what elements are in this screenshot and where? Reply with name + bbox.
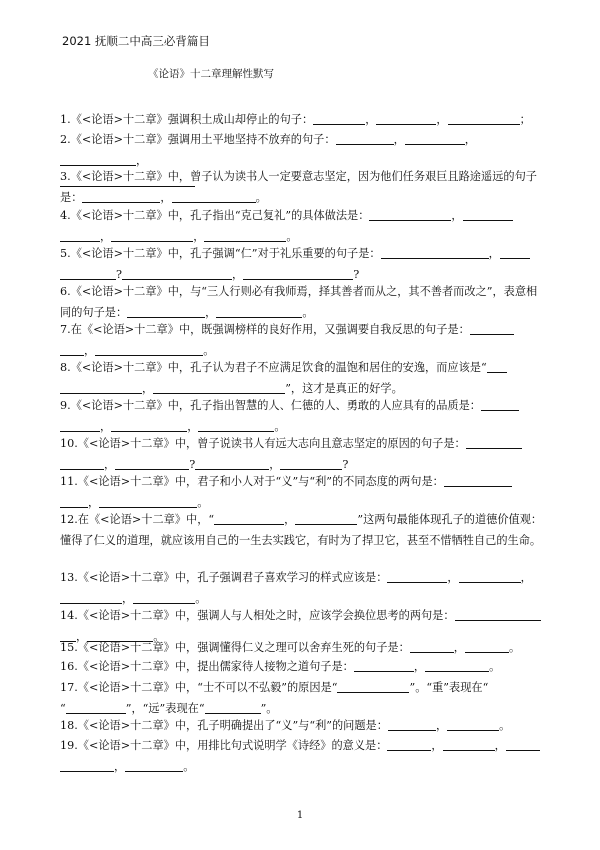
answer-blank[interactable] <box>447 717 499 731</box>
answer-blank[interactable] <box>470 321 514 335</box>
answer-blank[interactable] <box>354 658 414 672</box>
question-text: 《<论语>十二章》强调积土成山却停止的句子： <box>70 113 314 126</box>
question-12: 12.在《<论语>十二章》中，“ ， ”这两句最能体现孔子的道德价值观：懂得了仁义的道理，就应该用自己的一生去实践它，有时为了捍卫它，甚至不惜牺牲自己的生命。 <box>60 513 543 547</box>
question-text: 《<论语>十二章》中，孔子指出“克己复礼”的具体做法是： <box>70 209 370 222</box>
document-header: 2021 抚顺二中高三必背篇目 <box>62 34 210 48</box>
answer-blank[interactable] <box>463 207 513 221</box>
answer-blank[interactable] <box>443 737 495 751</box>
answer-blank[interactable] <box>172 189 256 203</box>
answer-blank[interactable] <box>280 456 342 470</box>
answer-blank[interactable] <box>459 569 521 583</box>
answer-blank[interactable] <box>111 228 193 242</box>
question-text: 《<论语>十二章》中，强调人与人相处之时，应该学会换位思考的两句是： <box>77 609 455 622</box>
answer-blank[interactable] <box>205 700 261 714</box>
document-subtitle: 《论语》十二章理解性默写 <box>148 68 274 80</box>
answer-blank[interactable] <box>66 700 126 714</box>
answer-blank[interactable] <box>115 456 189 470</box>
answer-blank[interactable] <box>122 266 232 280</box>
answer-blank[interactable] <box>127 304 205 318</box>
answer-blank[interactable] <box>410 639 454 653</box>
question-text: 《<论语>十二章》强调用土平地坚持不放弃的句子： <box>70 133 336 146</box>
question-text: 《<论语>十二章》中，孔子明确提出了“义”与“利”的问题是： <box>77 719 388 732</box>
answer-blank[interactable] <box>481 397 519 411</box>
page-number: 1 <box>296 810 304 821</box>
question-17: 17.《<论语>十二章》中，“士不可以不弘毅”的原因是“ ”。“重”表现在“ “ ”，“远”表现在“ ”。 <box>60 681 489 715</box>
question-19: 19.《<论语>十二章》中，用排比句式说明学《诗经》的意义是： ， ， ， 。 <box>60 735 546 777</box>
answer-blank[interactable] <box>506 737 540 751</box>
question-text: 《<论语>十二章》中，强调懂得仁义之理可以舍弃生死的句子是： <box>77 641 410 654</box>
question-4: 4.《<论语>十二章》中，孔子指出“克己复礼”的具体做法是： ， ， ， 。 <box>60 205 546 247</box>
question-14: 14.《<论语>十二章》中，强调人与人相处之时，应该学会换位思考的两句是： ， 。 <box>60 605 546 647</box>
question-text: 《<论语>十二章》中，与“三人行则必有我师焉，择其善者而从之，其不善者而改之”，表意相同的句子是： <box>60 285 538 319</box>
answer-blank[interactable] <box>60 266 116 280</box>
answer-blank[interactable] <box>337 679 409 693</box>
question-text: 《<论语>十二章》中，孔子指出智慧的人、仁德的人、勇敢的人应具有的品质是： <box>70 399 481 412</box>
question-text: 《<论语>十二章》中，孔子强调君子喜欢学习的样式应该是： <box>77 571 388 584</box>
question-text: 在《<论语>十二章》中，“ <box>77 513 215 526</box>
answer-blank[interactable] <box>487 359 507 373</box>
answer-blank[interactable] <box>60 152 136 166</box>
answer-blank[interactable] <box>125 758 183 772</box>
question-18: 18.《<论语>十二章》中，孔子明确提出了“义”与“利”的问题是： ， 。 <box>60 719 511 732</box>
question-15: 15.《<论语>十二章》中，强调懂得仁义之理可以舍弃生死的句子是： ， 。 <box>60 641 521 654</box>
answer-blank[interactable] <box>95 342 203 356</box>
answer-blank[interactable] <box>465 639 509 653</box>
question-10: 10.《<论语>十二章》中，曾子说读书人有远大志向且意志坚定的原因的句子是： ， ? ， ? <box>60 433 546 475</box>
answer-blank[interactable] <box>387 569 447 583</box>
question-16: 16.《<论语>十二章》中，提出儒家待人接物之道句子是： ， 。 <box>60 660 501 673</box>
answer-blank[interactable] <box>82 189 160 203</box>
question-text: 《<论语>十二章》中，君子和小人对于“义”与“利”的不同态度的两句是： <box>77 475 444 488</box>
answer-blank[interactable] <box>133 590 195 604</box>
answer-blank[interactable] <box>295 511 357 525</box>
question-7: 7.在《<论语>十二章》中，既强调榜样的良好作用，又强调要自我反思的句子是： ， 。 <box>60 319 546 361</box>
answer-blank[interactable] <box>336 131 394 145</box>
answer-blank[interactable] <box>388 717 436 731</box>
answer-blank[interactable] <box>313 111 365 125</box>
question-13: 13.《<论语>十二章》中，孔子强调君子喜欢学习的样式应该是： ， ， ， 。 <box>60 571 532 605</box>
answer-blank[interactable] <box>376 111 436 125</box>
answer-blank[interactable] <box>387 737 431 751</box>
answer-blank[interactable] <box>195 456 269 470</box>
answer-blank[interactable] <box>99 494 197 508</box>
answer-blank[interactable] <box>60 758 114 772</box>
question-9: 9.《<论语>十二章》中，孔子指出智慧的人、仁德的人、勇敢的人应具有的品质是： ， ， 。 <box>60 395 546 437</box>
question-8: 8.《<论语>十二章》中，孔子认为君子不应满足饮食的温饱和居住的安逸，而应该是“ ， ”，这才是真正的好学。 <box>60 357 546 399</box>
answer-blank[interactable] <box>60 456 104 470</box>
question-5: 5.《<论语>十二章》中，孔子强调“仁”对于礼乐重要的句子是： ， ? ， ? <box>60 243 546 285</box>
answer-blank[interactable] <box>466 435 522 449</box>
answer-blank[interactable] <box>369 207 451 221</box>
question-text: 《<论语>十二章》中，用排比句式说明学《诗经》的意义是： <box>77 739 388 752</box>
answer-blank[interactable] <box>448 111 520 125</box>
answer-blank[interactable] <box>214 511 284 525</box>
answer-blank[interactable] <box>60 380 142 394</box>
question-text: 《<论语>十二章》中，曾子说读书人有远大志向且意志坚定的原因的句子是： <box>77 437 466 450</box>
answer-blank[interactable] <box>381 245 489 259</box>
answer-blank[interactable] <box>153 380 285 394</box>
question-11: 11.《<论语>十二章》中，君子和小人对于“义”与“利”的不同态度的两句是： ， 。 <box>60 471 546 513</box>
answer-blank[interactable] <box>455 607 541 621</box>
answer-blank[interactable] <box>216 304 302 318</box>
answer-blank[interactable] <box>198 418 274 432</box>
answer-blank[interactable] <box>444 473 512 487</box>
question-text: 《<论语>十二章》中，孔子认为君子不应满足饮食的温饱和居住的安逸，而应该是“ <box>70 361 487 374</box>
answer-blank[interactable] <box>204 228 286 242</box>
question-text: 《<论语>十二章》中，孔子强调“仁”对于礼乐重要的句子是： <box>70 247 381 260</box>
question-2: 2.《<论语>十二章》强调用土平地坚持不放弃的句子： ， ，， <box>60 129 546 192</box>
answer-blank[interactable] <box>425 658 489 672</box>
answer-blank[interactable] <box>500 245 530 259</box>
question-3: 3.《<论语>十二章》中，曾子认为读书人一定要意志坚定，因为他们任务艰巨且路途遥远的句子是： ， 。 <box>60 170 537 204</box>
question-text: 《<论语>十二章》中，曾子认为读书人一定要意志坚定，因为他们任务艰巨且路途遥远的句子是： <box>60 170 537 204</box>
question-1: 1.《<论语>十二章》强调积土成山却停止的句子： ， ， ； <box>60 113 531 126</box>
answer-blank[interactable] <box>111 418 187 432</box>
question-6: 6.《<论语>十二章》中，与“三人行则必有我师焉，择其善者而从之，其不善者而改之”，表意相同的句子是： ， 。 <box>60 285 538 319</box>
question-text: 《<论语>十二章》中，“士不可以不弘毅”的原因是“ <box>77 681 338 694</box>
answer-blank[interactable] <box>405 131 465 145</box>
question-text: 在《<论语>十二章》中，既强调榜样的良好作用，又强调要自我反思的句子是： <box>70 323 470 336</box>
answer-blank[interactable] <box>60 494 88 508</box>
question-text: 《<论语>十二章》中，提出儒家待人接物之道句子是： <box>77 660 354 673</box>
answer-blank[interactable] <box>243 266 353 280</box>
answer-blank[interactable] <box>60 590 122 604</box>
answer-blank[interactable] <box>60 342 84 356</box>
answer-blank[interactable] <box>60 228 100 242</box>
answer-blank[interactable] <box>60 418 100 432</box>
